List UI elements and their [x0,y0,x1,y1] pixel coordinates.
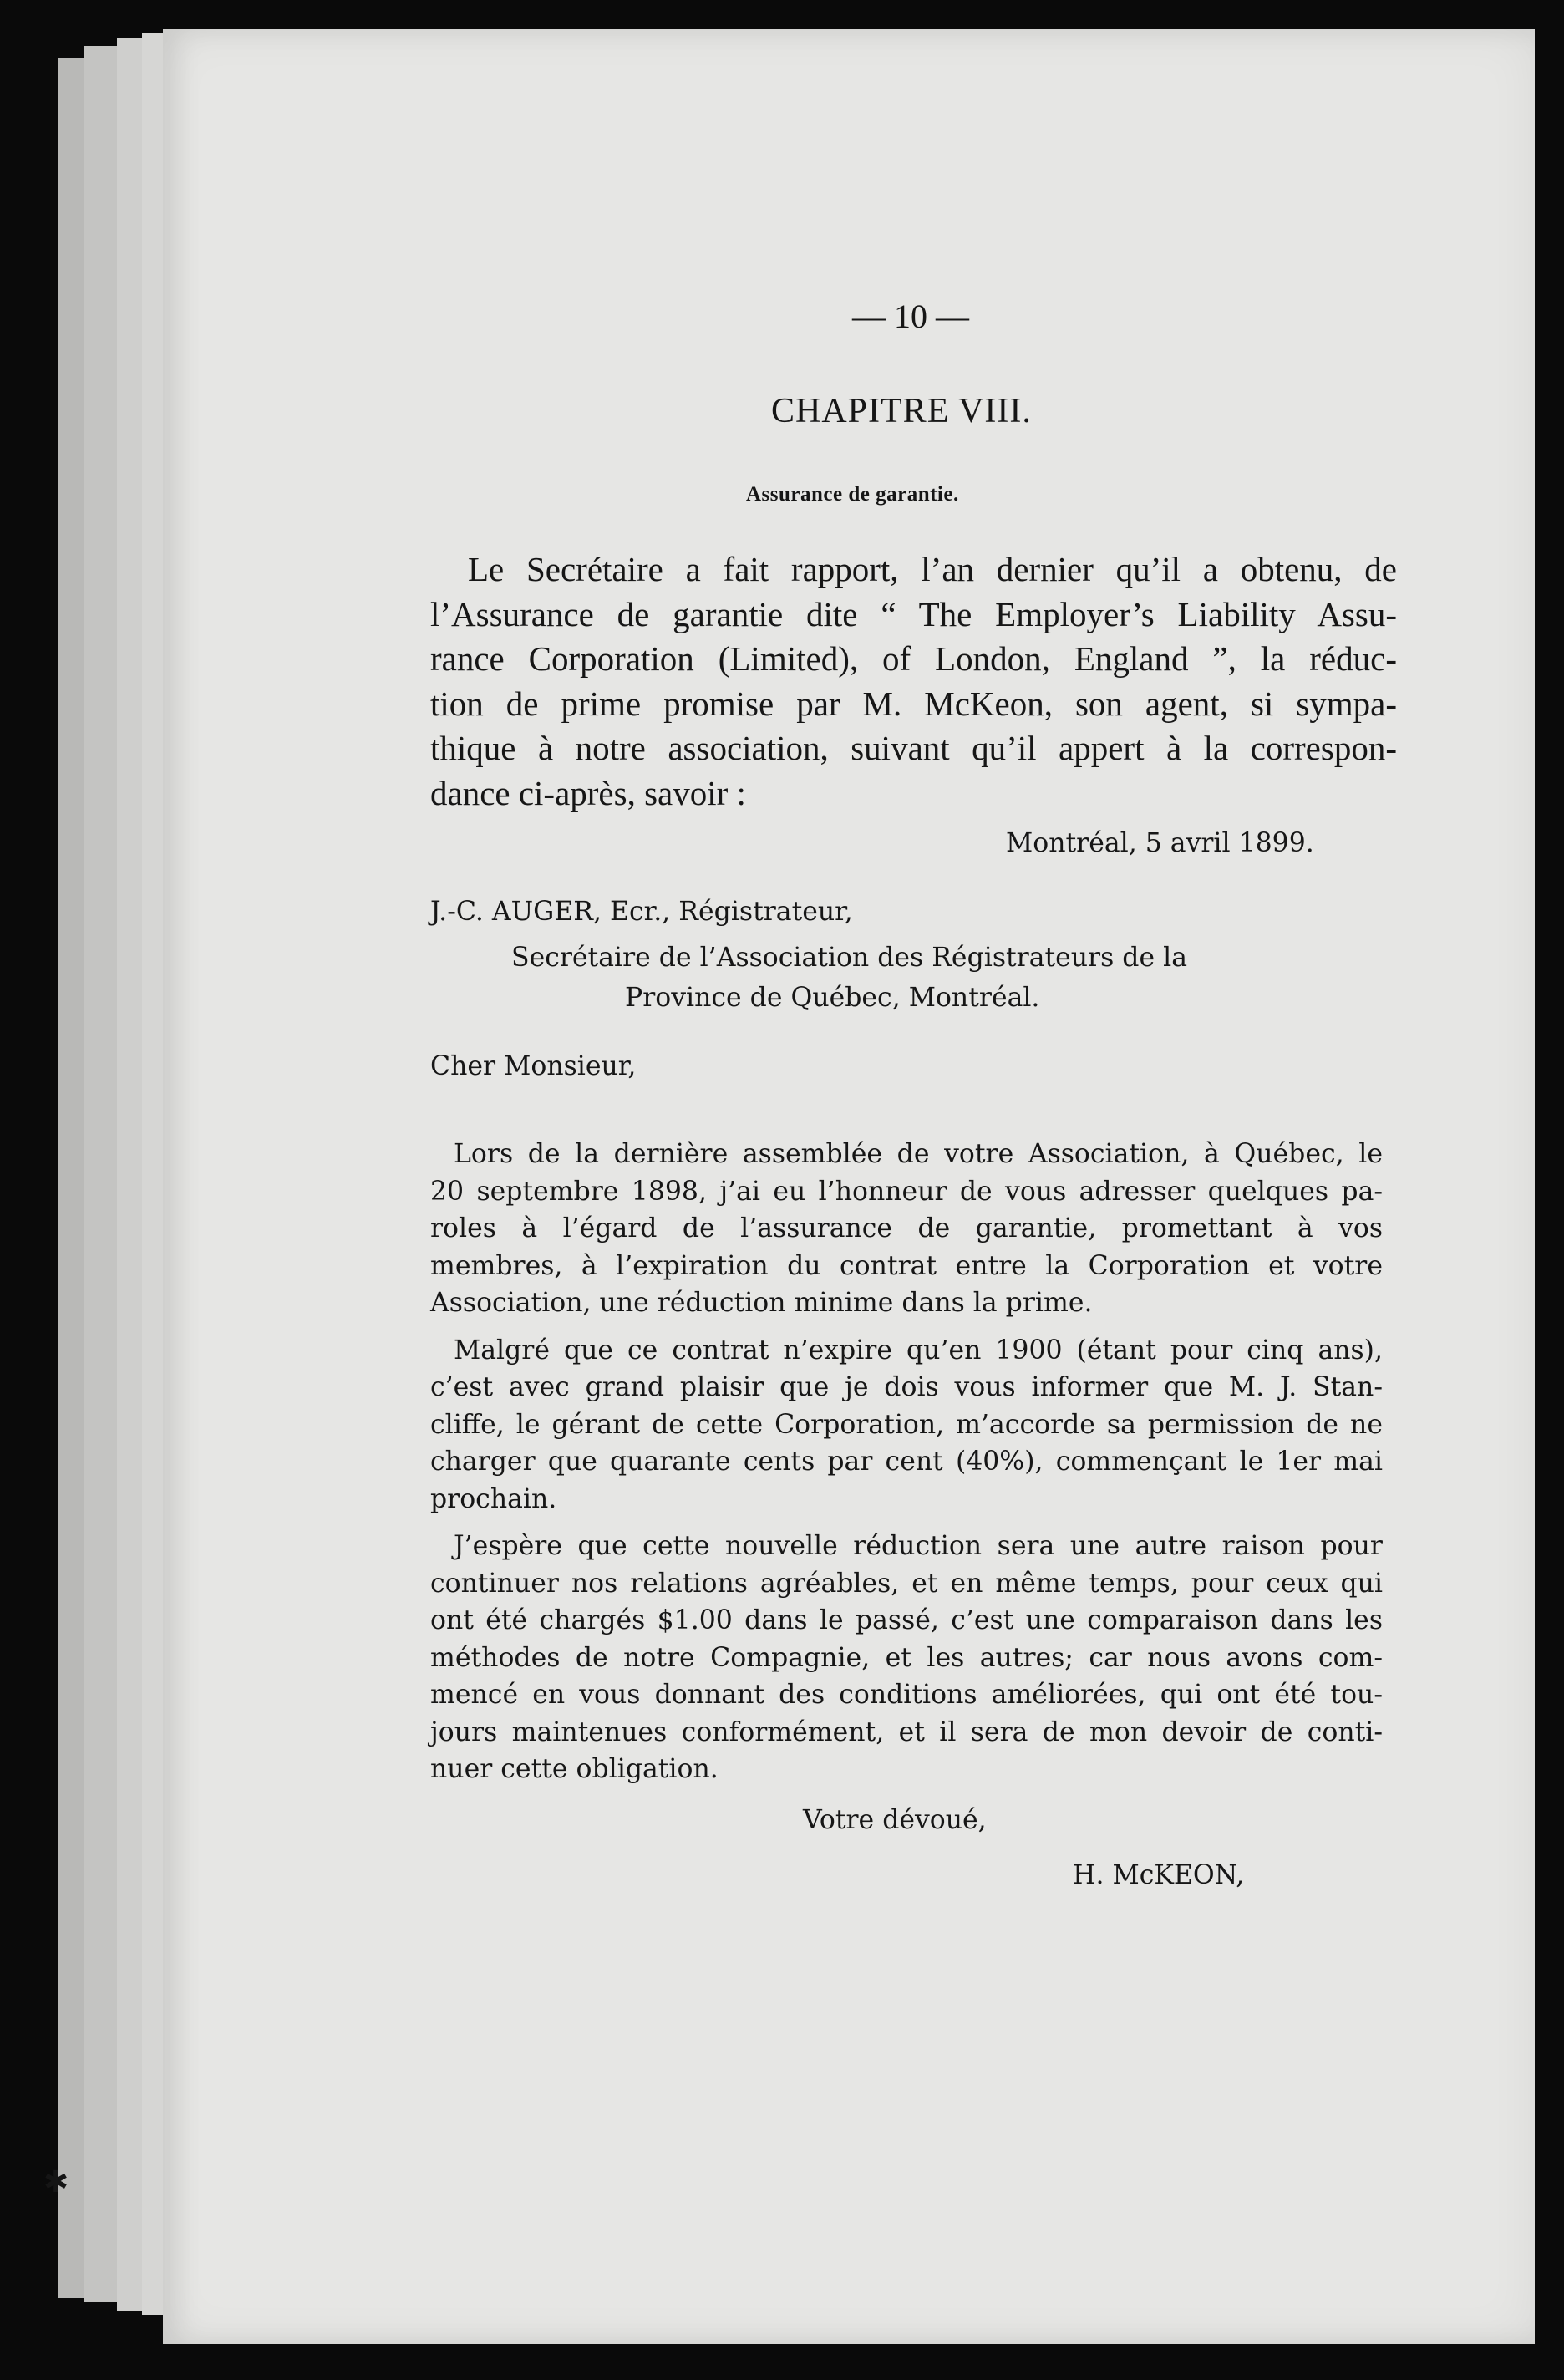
scan-speck-mark: ✱ [43,2165,69,2199]
letter-closing: Votre dévoué, [803,1805,987,1835]
letter-paragraph [430,1332,1383,1518]
intro-line: rance Corporation (Limited), of London, England ”, la réduc- [430,639,1397,678]
page-number: — 10 — [852,298,969,335]
letter-line: J’espère que cette nouvelle réduction sera une autre raison pour [454,1531,1383,1561]
letter-salutation: Cher Monsieur, [430,1051,637,1081]
letter-signature: H. McKEON, [1073,1860,1245,1890]
letter-line: 20 septembre 1898, j’ai eu l’honneur de vous adresser quelques pa- [430,1176,1383,1207]
intro-line: Le Secrétaire a fait rapport, l’an dernier qu’il a obtenu, de [468,550,1397,588]
letter-line: jours maintenues conformément, et il sera de mon devoir de conti- [430,1716,1383,1747]
letter-line: membres, à l’expiration du contrat entre la Corporation et votre [430,1250,1383,1281]
letter-line: prochain. [430,1483,557,1514]
letter-line: cliffe, le gérant de cette Corporation, m’accorde sa permission de ne [430,1409,1383,1440]
letter-line: Malgré que ce contrat n’expire qu’en 1900 (étant pour cinq ans), [454,1335,1383,1365]
chapter-title: CHAPITRE VIII. [771,392,1032,430]
letter-dateline: Montréal, 5 avril 1899. [1006,828,1314,858]
intro-line: tion de prime promise par M. McKeon, son agent, si sympa- [430,684,1397,723]
intro-paragraph [430,547,1397,816]
section-title: Assurance de garantie. [746,483,959,506]
intro-line: l’Assurance de garantie dite “ The Employer’s Liability Assu- [430,594,1397,633]
letter-address-line: Secrétaire de l’Association des Régistrateurs de la [511,943,1187,973]
letter-line: méthodes de notre Compagnie, et les autres; car nous avons com- [430,1642,1383,1673]
letter-addressee: J.-C. AUGER, Ecr., Régistrateur, [430,897,853,927]
letter-paragraph [430,1136,1383,1322]
letter-line: c’est avec grand plaisir que je dois vous informer que M. J. Stan- [430,1372,1383,1402]
letter-paragraph [430,1528,1383,1788]
letter-line: continuer nos relations agréables, et en même temps, pour ceux qui [430,1568,1383,1599]
intro-line: dance ci-après, savoir : [430,773,746,812]
letter-line: Lors de la dernière assemblée de votre Association, à Québec, le [454,1139,1383,1169]
letter-line: charger que quarante cents par cent (40%), commençant le 1er mai [430,1447,1383,1477]
letter-line: nuer cette obligation. [430,1754,719,1784]
letter-line: mencé en vous donnant des conditions améliorées, qui ont été tou- [430,1680,1383,1710]
letter-line: roles à l’égard de l’assurance de garantie, promettant à vos [430,1213,1383,1243]
letter-address-line: Province de Québec, Montréal. [625,983,1040,1013]
letter-line: Association, une réduction minime dans la prime. [430,1288,1093,1318]
letter-line: ont été chargés $1.00 dans le passé, c’est une comparaison dans les [430,1605,1383,1635]
intro-line: thique à notre association, suivant qu’il appert à la correspon- [430,729,1397,767]
letter-body [430,1136,1383,1798]
